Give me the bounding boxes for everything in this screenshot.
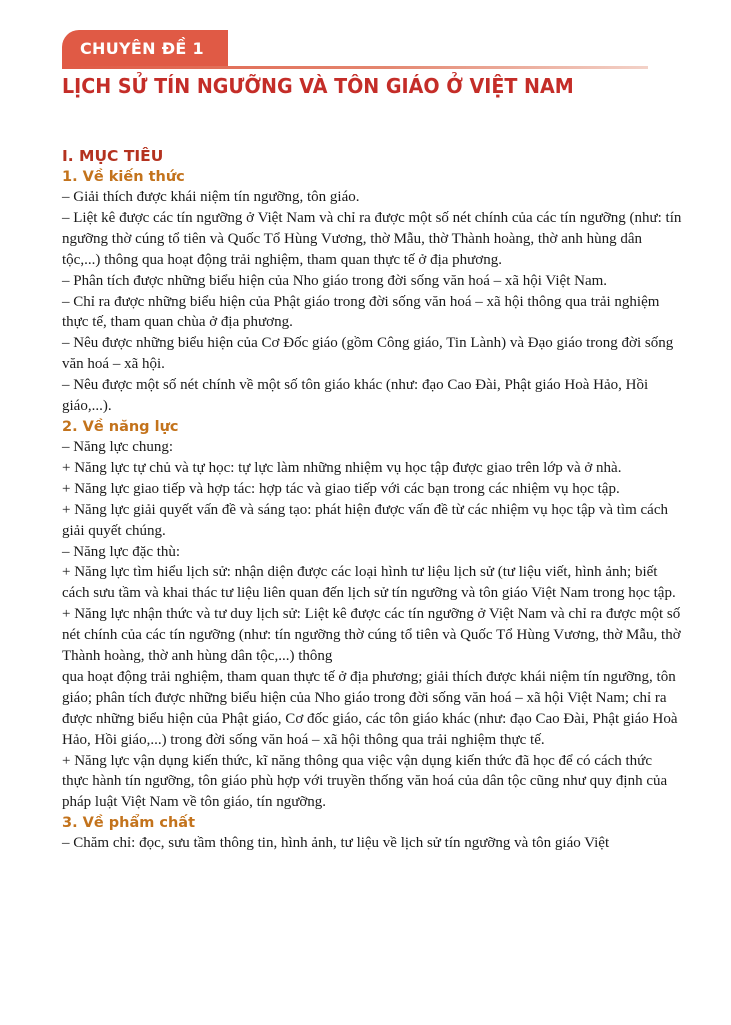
paragraph: – Năng lực đặc thù: [62,543,181,560]
chapter-label: CHUYÊN ĐỀ 1 [62,30,228,68]
paragraph: + Năng lực vận dụng kiến thức, kĩ năng thông qua việc vận dụng kiến thức đã học để có cách thức thực hành tín ngưỡng, tôn giáo phù hợp với truyền thống văn hoá của dân tộc cũng như quy định của pháp luật Việt Nam về tôn giáo, tín ngưỡng. [62,752,668,811]
subsection-heading-qualities: 3. Về phẩm chất [62,815,196,832]
paragraph: – Phân tích được những biểu hiện của Nho giáo trong đời sống văn hoá – xã hội Việt Nam. [62,272,608,289]
chapter-divider [62,66,648,69]
section-heading: I. MỤC TIÊU [62,147,164,165]
paragraph: + Năng lực tự chủ và tự học: tự lực làm những nhiệm vụ học tập được giao trên lớp và ở nhà. [62,459,622,476]
paragraph: – Liệt kê được các tín ngưỡng ở Việt Nam và chỉ ra được một số nét chính của các tín ngưỡng (như: tín ngưỡng thờ cúng tổ tiên và Quốc Tổ Hùng Vương, thờ Mẫu, thờ Thành hoàng, thờ anh hùng dân tộc,...) thông qua hoạt động trải nghiệm, tham quan thực tế ở địa phương. [62,209,682,268]
subsection-heading-competence: 2. Về năng lực [62,418,179,435]
paragraph: – Chỉ ra được những biểu hiện của Phật giáo trong đời sống văn hoá – xã hội thông qua trải nghiệm thực tế, tham quan chùa ở địa phương. [62,293,660,331]
paragraph: – Nêu được những biểu hiện của Cơ Đốc giáo (gồm Công giáo, Tin Lành) và Đạo giáo trong đời sống văn hoá – xã hội. [62,335,674,373]
paragraph: – Nêu được một số nét chính về một số tôn giáo khác (như: đạo Cao Đài, Phật giáo Hoà Hảo, Hồi giáo,...). [62,377,649,415]
paragraph: + Năng lực nhận thức và tư duy lịch sử: Liệt kê được các tín ngưỡng ở Việt Nam và chỉ ra được một số nét chính của các tín ngưỡng (như: tín ngưỡng thờ cúng tổ tiên và Quốc Tổ Hùng Vương, thờ Mẫu, thờ Thành hoàng, thờ anh hùng dân tộc,...) thông [62,606,681,665]
paragraph: + Năng lực giải quyết vấn đề và sáng tạo: phát hiện được vấn đề từ các nhiệm vụ học tập và tìm cách giải quyết chúng. [62,501,668,539]
paragraph: – Giải thích được khái niệm tín ngưỡng, tôn giáo. [62,189,360,205]
subsection-heading-knowledge: 1. Về kiến thức [62,169,185,185]
chapter-title: LỊCH SỬ TÍN NGƯỠNG VÀ TÔN GIÁO Ở VIỆT NAM [62,74,574,98]
page-content [62,146,682,854]
paragraph: + Năng lực giao tiếp và hợp tác: hợp tác và giao tiếp với các bạn trong các nhiệm vụ học tập. [62,480,620,497]
paragraph: – Năng lực chung: [62,438,174,455]
paragraph: – Chăm chỉ: đọc, sưu tầm thông tin, hình ảnh, tư liệu về lịch sử tín ngưỡng và tôn giáo Việt [62,835,610,852]
paragraph: + Năng lực tìm hiểu lịch sử: nhận diện được các loại hình tư liệu lịch sử (tư liệu viết, hình ảnh; biết cách sưu tầm và khai thác tư liệu liên quan đến lịch sử tín ngưỡng và tôn giáo Việt Nam trong học tập. [62,564,676,602]
paragraph: qua hoạt động trải nghiệm, tham quan thực tế ở địa phương; giải thích được khái niệm tín ngưỡng, tôn giáo; phân tích được những biểu hiện của Nho giáo trong đời sống văn hoá – xã hội Việt Nam; chỉ ra được những biểu hiện của Phật giáo, Cơ đốc giáo, các tôn giáo khác (như: đạo Cao Đài, Phật giáo Hoà Hảo, Hồi giáo,...) trong đời sống văn hoá – xã hội thông qua trải nghiệm thực tế. [62,668,678,748]
